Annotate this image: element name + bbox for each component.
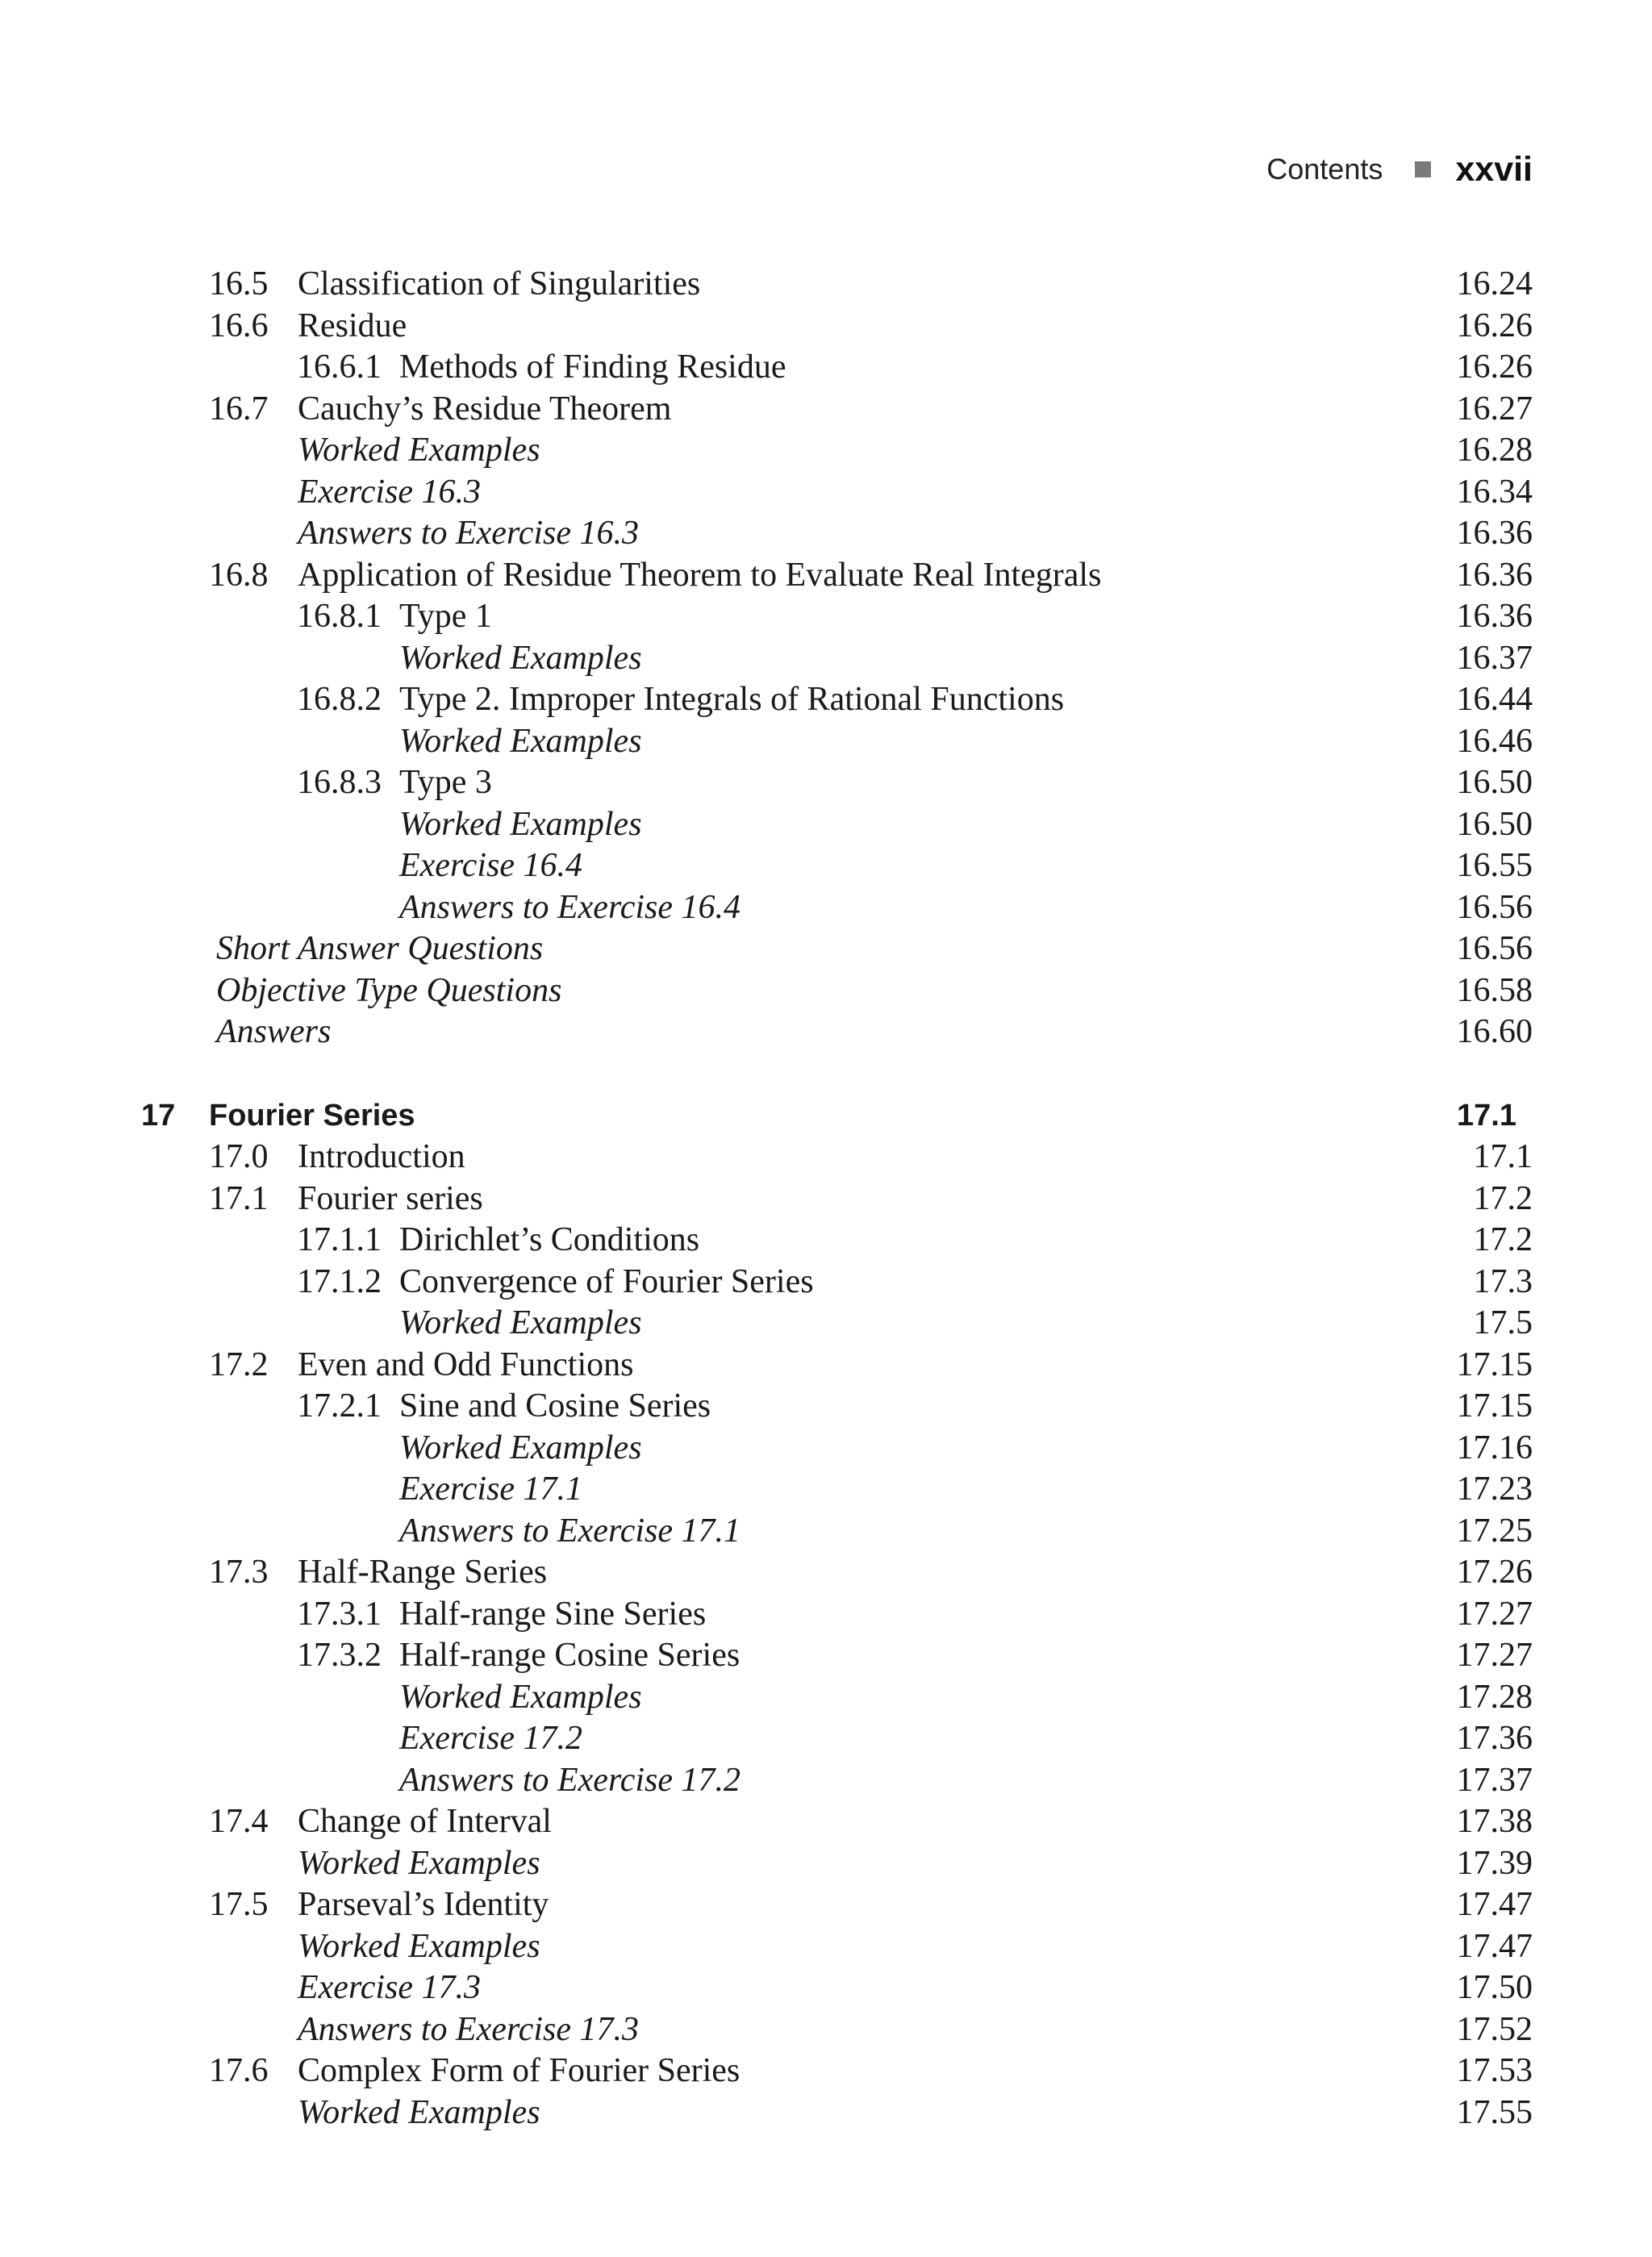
- entry-title: Exercise 17.1: [399, 1471, 583, 1508]
- section-title: Cauchy’s Residue Theorem: [298, 390, 672, 428]
- entry-title: Worked Examples: [298, 432, 540, 469]
- page-number: 17.2: [1473, 1180, 1533, 1217]
- toc-entry-section: [0, 2050, 1652, 2092]
- subsection-title: Type 2. Improper Integrals of Rational Functions: [399, 681, 1065, 718]
- page-number: 16.60: [1456, 1013, 1533, 1050]
- entry-title: Exercise 16.3: [298, 474, 482, 511]
- subsection-number: 17.3.1: [297, 1596, 382, 1633]
- page-number: 17.27: [1456, 1637, 1533, 1674]
- section-number: 16.8: [209, 557, 269, 594]
- section-number: 17.5: [209, 1886, 269, 1923]
- toc-entry-italic: [0, 471, 1652, 513]
- page-number: 16.36: [1456, 557, 1533, 594]
- section-title: Change of Interval: [298, 1803, 552, 1840]
- toc-entry-italic: [0, 1759, 1652, 1801]
- toc-entry-italic: [0, 1842, 1652, 1884]
- toc-entry-section: [0, 1551, 1652, 1593]
- page-number: 17.15: [1456, 1387, 1533, 1425]
- subsection-title: Dirichlet’s Conditions: [399, 1221, 700, 1258]
- page-number: 17.37: [1456, 1762, 1533, 1799]
- page-number: 17.55: [1456, 2094, 1533, 2131]
- page-number: 16.55: [1456, 847, 1533, 884]
- entry-title: Answers to Exercise 17.3: [298, 2011, 640, 2048]
- subsection-number: 16.6.1: [297, 348, 382, 386]
- subsection-title: Sine and Cosine Series: [399, 1387, 711, 1425]
- toc-entry-section: [0, 1800, 1652, 1842]
- subsection-number: 17.1.1: [297, 1221, 382, 1258]
- toc-entry-italic: [0, 1011, 1652, 1053]
- toc-entry-section: [0, 263, 1652, 305]
- entry-title: Exercise 17.2: [399, 1720, 583, 1757]
- subsection-title: Type 1: [399, 598, 492, 635]
- toc-entry-italic: [0, 803, 1652, 845]
- header-label: Contents: [1266, 152, 1383, 186]
- toc-entry-subsection: [0, 595, 1652, 637]
- page-number: 16.50: [1456, 806, 1533, 843]
- page-number: 17.2: [1473, 1221, 1533, 1258]
- toc-entry-italic: [0, 2009, 1652, 2050]
- page-number: 17.25: [1456, 1512, 1533, 1550]
- page-number: 16.36: [1456, 515, 1533, 552]
- toc-entry-italic: [0, 845, 1652, 887]
- entry-title: Worked Examples: [399, 1679, 642, 1716]
- page-number: 17.47: [1456, 1928, 1533, 1965]
- page-number: 17.38: [1456, 1803, 1533, 1840]
- page-number: 16.56: [1456, 889, 1533, 926]
- section-number: 17.1: [209, 1180, 269, 1217]
- section-title: Application of Residue Theorem to Evaluate Real Integrals: [298, 557, 1102, 594]
- toc-entry-italic: [0, 1302, 1652, 1344]
- section-title: Classification of Singularities: [298, 265, 701, 302]
- entry-title: Exercise 17.3: [298, 1969, 482, 2006]
- toc-entry-subsection: [0, 761, 1652, 803]
- page-number: 16.50: [1456, 764, 1533, 801]
- toc-entry-italic: [0, 429, 1652, 471]
- toc-entry-subsection: [0, 1261, 1652, 1303]
- subsection-title: Half-range Sine Series: [399, 1596, 707, 1633]
- section-number: 17.3: [209, 1554, 269, 1591]
- toc-entry-subsection: [0, 1634, 1652, 1676]
- entry-title: Answers to Exercise 17.2: [399, 1762, 741, 1799]
- entry-title: Worked Examples: [399, 806, 642, 843]
- toc-entry-section: [0, 554, 1652, 596]
- section-number: 16.5: [209, 265, 269, 302]
- entry-title: Short Answer Questions: [216, 930, 544, 967]
- page-number: 17.50: [1456, 1969, 1533, 2006]
- entry-title: Worked Examples: [298, 2094, 540, 2131]
- subsection-title: Methods of Finding Residue: [399, 348, 786, 386]
- page-number: 17.23: [1456, 1471, 1533, 1508]
- entry-title: Objective Type Questions: [216, 972, 562, 1009]
- page-number: 16.37: [1456, 640, 1533, 677]
- header-page-number: xxvii: [1455, 149, 1533, 189]
- section-title: Even and Odd Functions: [298, 1346, 634, 1383]
- toc-entry-italic: [0, 970, 1652, 1012]
- entry-title: Answers: [216, 1013, 332, 1050]
- chapter-title: Fourier Series: [209, 1099, 415, 1133]
- section-number: 16.6: [209, 307, 269, 344]
- page-number: 17.3: [1473, 1263, 1533, 1300]
- page-number: 16.26: [1456, 348, 1533, 386]
- entry-title: Worked Examples: [399, 640, 642, 677]
- subsection-number: 16.8.2: [297, 681, 382, 718]
- page-number: 17.5: [1473, 1304, 1533, 1341]
- section-number: 17.2: [209, 1346, 269, 1383]
- section-number: 16.7: [209, 390, 269, 428]
- entry-title: Worked Examples: [399, 1304, 642, 1341]
- page-number: 16.58: [1456, 972, 1533, 1009]
- page-number: 17.39: [1456, 1845, 1533, 1882]
- toc-entry-italic: [0, 1510, 1652, 1552]
- toc-entry-section: [0, 1178, 1652, 1220]
- toc-entry-italic: [0, 2092, 1652, 2134]
- toc-entry-subsection: [0, 678, 1652, 720]
- entry-title: Exercise 16.4: [399, 847, 583, 884]
- toc-entry-italic: [0, 1427, 1652, 1469]
- page-number: 16.44: [1456, 681, 1533, 718]
- page-number: 16.56: [1456, 930, 1533, 967]
- page-number: 16.34: [1456, 474, 1533, 511]
- toc-entry-italic: [0, 720, 1652, 762]
- toc-entry-italic: [0, 1676, 1652, 1718]
- page-number: 17.16: [1456, 1429, 1533, 1466]
- entry-title: Answers to Exercise 17.1: [399, 1512, 741, 1550]
- page-number: 17.52: [1456, 2011, 1533, 2048]
- section-number: 17.4: [209, 1803, 269, 1840]
- entry-title: Worked Examples: [298, 1845, 540, 1882]
- page-number: 16.24: [1456, 265, 1533, 302]
- entry-title: Worked Examples: [399, 1429, 642, 1466]
- toc-entry-subsection: [0, 1593, 1652, 1635]
- subsection-number: 17.1.2: [297, 1263, 382, 1300]
- page-number: 16.28: [1456, 432, 1533, 469]
- page-number: 16.36: [1456, 598, 1533, 635]
- toc-entry-section: [0, 388, 1652, 430]
- section-number: 17.6: [209, 2052, 269, 2089]
- toc-entry-section: [0, 305, 1652, 347]
- toc-entry-section: [0, 1884, 1652, 1925]
- toc-entry-section: [0, 1136, 1652, 1178]
- toc-entry-italic: [0, 1468, 1652, 1510]
- chapter-page-number: 17.1: [1457, 1099, 1516, 1133]
- toc-entry-italic: [0, 1925, 1652, 1967]
- toc-entry-italic: [0, 928, 1652, 970]
- page-number: 17.27: [1456, 1596, 1533, 1633]
- toc-entry-italic: [0, 637, 1652, 679]
- section-title: Fourier series: [298, 1180, 483, 1217]
- page-number: 16.26: [1456, 307, 1533, 344]
- toc-entry-italic: [0, 887, 1652, 928]
- page-number: 17.47: [1456, 1886, 1533, 1923]
- section-title: Complex Form of Fourier Series: [298, 2052, 740, 2089]
- subsection-title: Half-range Cosine Series: [399, 1637, 740, 1674]
- toc-entry-italic: [0, 1717, 1652, 1759]
- page-number: 17.26: [1456, 1554, 1533, 1591]
- toc-entry-section: [0, 1344, 1652, 1386]
- toc-entry-subsection: [0, 346, 1652, 388]
- page-number: 17.15: [1456, 1346, 1533, 1383]
- page-number: 17.53: [1456, 2052, 1533, 2089]
- page-number: 17.28: [1456, 1679, 1533, 1716]
- page-number: 16.27: [1456, 390, 1533, 428]
- subsection-number: 17.3.2: [297, 1637, 382, 1674]
- chapter-number: 17: [141, 1099, 176, 1133]
- entry-title: Worked Examples: [298, 1928, 540, 1965]
- section-title: Parseval’s Identity: [298, 1886, 549, 1923]
- entry-title: Worked Examples: [399, 723, 642, 760]
- toc-entry-italic: [0, 512, 1652, 554]
- subsection-title: Convergence of Fourier Series: [399, 1263, 814, 1300]
- toc-entry-subsection: [0, 1385, 1652, 1427]
- page-number: 17.36: [1456, 1720, 1533, 1757]
- subsection-number: 17.2.1: [297, 1387, 382, 1425]
- section-title: Half-Range Series: [298, 1554, 548, 1591]
- section-title: Residue: [298, 307, 407, 344]
- entry-title: Answers to Exercise 16.4: [399, 889, 741, 926]
- page-number: 16.46: [1456, 723, 1533, 760]
- subsection-number: 16.8.1: [297, 598, 382, 635]
- chapter-heading: [0, 1095, 1652, 1137]
- entry-title: Answers to Exercise 16.3: [298, 515, 640, 552]
- toc-entry-italic: [0, 1967, 1652, 2009]
- toc-entry-subsection: [0, 1219, 1652, 1261]
- section-title: Introduction: [298, 1138, 465, 1175]
- subsection-number: 16.8.3: [297, 764, 382, 801]
- subsection-title: Type 3: [399, 764, 492, 801]
- section-number: 17.0: [209, 1138, 269, 1175]
- page-number: 17.1: [1473, 1138, 1533, 1175]
